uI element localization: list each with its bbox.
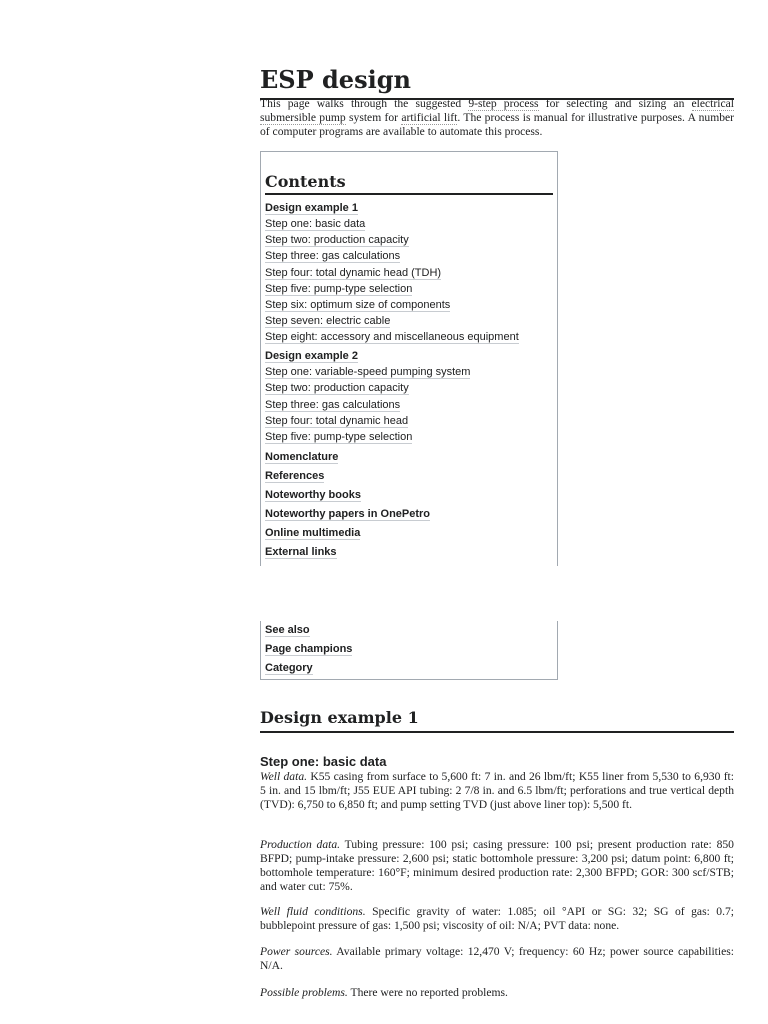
toc-subitem[interactable] (265, 329, 557, 345)
paragraph-possible-problems (260, 986, 734, 1000)
toc-subitem-label[interactable]: Step six: optimum size of components (265, 299, 451, 312)
toc-subitem[interactable] (265, 216, 557, 232)
toc-sublist (265, 216, 557, 346)
toc-item-online-multimedia[interactable] (265, 524, 557, 543)
paragraph-text: There were no reported problems. (347, 986, 508, 999)
toc-subitem-label[interactable]: Step one: basic data (265, 218, 366, 230)
toc-subitem[interactable] (265, 265, 557, 281)
toc-subitem-label[interactable]: Step five: pump-type selection (265, 282, 413, 295)
toc-item-label[interactable]: Noteworthy papers in OnePetro (265, 507, 431, 520)
paragraph-well-data (260, 770, 734, 812)
toc-subitem[interactable] (265, 232, 557, 248)
paragraph-text: Available primary voltage: 12,470 V; frequency: 60 Hz; power source capabilities: N/A. (260, 945, 734, 972)
toc-item-label[interactable]: Design example 1 (265, 202, 358, 214)
toc-item-references[interactable] (265, 467, 557, 486)
toc-subitem-label[interactable]: Step two: production capacity (265, 382, 409, 395)
toc-subitem-label[interactable]: Step four: total dynamic head (TDH) (265, 266, 442, 279)
toc-item-noteworthy-papers[interactable] (265, 505, 557, 524)
link-9-step-process[interactable]: 9-step process (468, 97, 539, 110)
toc-subitem[interactable] (265, 364, 557, 380)
toc-item-label[interactable]: External links (265, 545, 337, 558)
intro-text: system for (345, 111, 402, 124)
toc-item-external-links[interactable] (265, 543, 557, 562)
toc-item-label[interactable]: Nomenclature (265, 450, 339, 463)
intro-text: . The process is manual for illustrative purposes. A number of computer programs are available to automate this process. (260, 111, 735, 138)
toc-subitem-label[interactable]: Step seven: electric cable (265, 315, 391, 328)
toc-subitem[interactable] (265, 297, 557, 313)
toc-subitem-label[interactable]: Step three: gas calculations (265, 398, 401, 411)
toc-item-label[interactable]: References (265, 469, 325, 482)
toc-subitem[interactable] (265, 413, 557, 429)
paragraph-text: K55 casing from surface to 5,600 ft: 7 in. and 26 lbm/ft; K55 liner from 5,530 to 6,930 ft: 5 in. and 15 lbm/ft; J55 EUE API tubing: 2 7/8 in. and 6.5 lbm/ft; perforations and true vertical depth (TVD): 6,750 to 6,850 ft; and pump setting TVD (just above liner top): 5,500 ft. (260, 770, 734, 811)
toc-subitem[interactable] (265, 397, 557, 413)
toc-item-design-example-1[interactable] (265, 200, 557, 346)
toc-item-label[interactable]: Noteworthy books (265, 488, 361, 501)
intro-paragraph (260, 97, 734, 139)
toc-list (261, 200, 557, 562)
paragraph-well-fluid-conditions (260, 905, 734, 933)
toc-item-see-also[interactable] (265, 621, 557, 640)
section-heading: Design example 1 (260, 707, 734, 733)
paragraph-power-sources (260, 945, 734, 973)
paragraph-label: Production data. (260, 838, 341, 851)
toc-subitem-label[interactable]: Step two: production capacity (265, 234, 409, 247)
toc-item-label[interactable]: Page champions (265, 643, 353, 655)
toc-subitem[interactable] (265, 380, 557, 396)
link-artificial-lift[interactable]: artificial lift (401, 111, 458, 124)
toc-subitem[interactable] (265, 281, 557, 297)
page-title: ESP design (260, 65, 734, 100)
toc-item-nomenclature[interactable] (265, 448, 557, 467)
paragraph-label: Well fluid conditions. (260, 905, 366, 918)
toc-item-label[interactable]: Online multimedia (265, 526, 361, 539)
subsection-heading: Step one: basic data (260, 754, 387, 769)
paragraph-label: Possible problems. (260, 986, 348, 999)
toc-subitem-label[interactable]: Step one: variable-speed pumping system (265, 366, 471, 379)
toc-subitem[interactable] (265, 248, 557, 264)
toc-title: Contents (265, 172, 553, 195)
paragraph-text: Specific gravity of water: 1.085; oil °API or SG: 32; SG of gas: 0.7; bubblepoint pressure of gas: 1,500 psi; viscosity of oil: N/A; PVT data: none. (260, 905, 734, 932)
toc-item-category[interactable] (265, 659, 557, 678)
toc-sublist (265, 364, 557, 445)
intro-text: This page walks through the suggested (260, 97, 469, 110)
intro-text: for selecting and sizing an (538, 97, 692, 110)
paragraph-label: Power sources. (260, 945, 333, 958)
toc-subitem[interactable] (265, 313, 557, 329)
paragraph-text: Tubing pressure: 100 psi; casing pressure: 100 psi; present production rate: 850 BFPD; pump-intake pressure: 2,600 psi; static bottomhole pressure: 3,200 psi; datum point: 6,800 ft; bottomhole temperature: 160°F; minimum desired production rate: 2,300 BFPD; GOR: 300 scf/STB; and water cut: 75%. (260, 838, 734, 893)
toc-item-label[interactable]: See also (265, 624, 310, 636)
toc-item-noteworthy-books[interactable] (265, 486, 557, 505)
toc-list (261, 621, 557, 678)
paragraph-production-data (260, 838, 734, 894)
table-of-contents (260, 151, 558, 566)
toc-item-label[interactable]: Category (265, 662, 313, 674)
paragraph-label: Well data. (260, 770, 308, 783)
link-electrical-submersible-pump[interactable]: electrical submersible pump (260, 97, 734, 124)
toc-subitem[interactable] (265, 429, 557, 445)
toc-item-design-example-2[interactable] (265, 348, 557, 445)
toc-subitem-label[interactable]: Step eight: accessory and miscellaneous equipment (265, 331, 519, 344)
toc-item-label[interactable]: Design example 2 (265, 350, 358, 363)
toc-subitem-label[interactable]: Step five: pump-type selection (265, 431, 413, 444)
toc-item-page-champions[interactable] (265, 640, 557, 659)
toc-subitem-label[interactable]: Step four: total dynamic head (265, 414, 409, 427)
toc-subitem-label[interactable]: Step three: gas calculations (265, 250, 401, 263)
table-of-contents-continued (260, 621, 558, 680)
